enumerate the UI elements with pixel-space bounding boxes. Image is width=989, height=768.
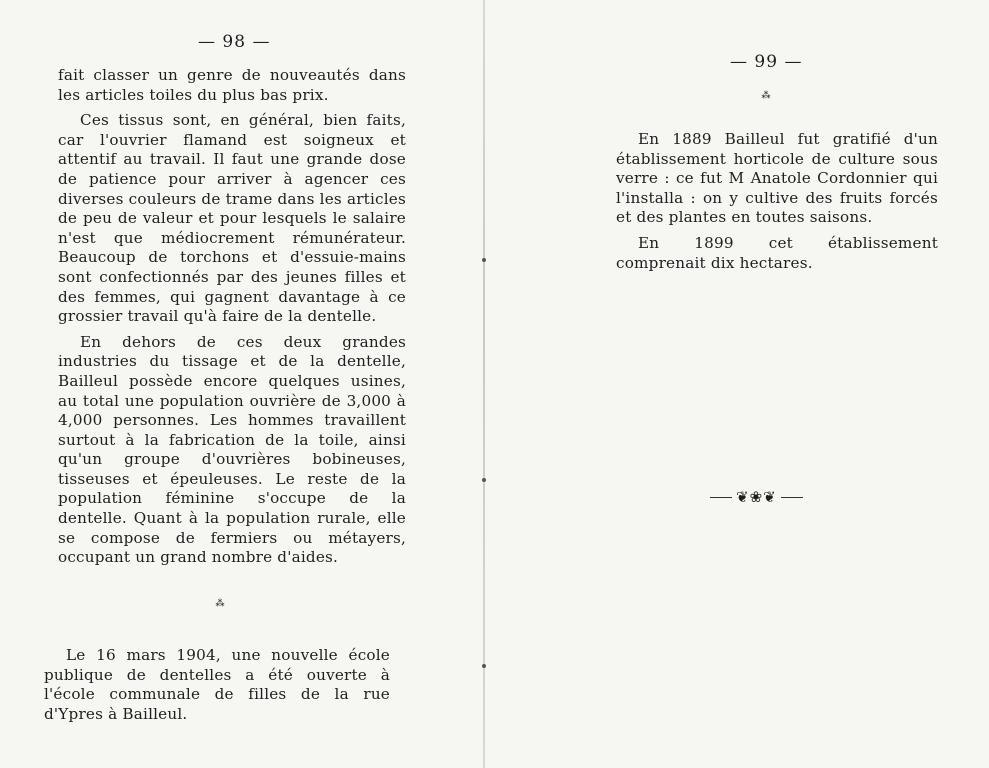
paragraph-5: En 1889 Bailleul fut gratifié d'un établissement horticole de culture sous verre : ce fut M Anatole Cordonnier qui l'installa : on y cultive des fruits forcés et des plantes en toutes saisons. (616, 130, 938, 227)
paragraph-2: Ces tissus sont, en général, bien faits, car l'ouvrier flamand est soigneux et attentif au travail. Il faut une grande dose de patience pour arriver à agencer ces diverses couleurs de trame dans les articles de peu de valeur et pour lesquels le salaire n'est que médiocrement rémunérateur. Beaucoup de torchons et d'essuie-mains sont confectionnés par des jeunes filles et des femmes, qui gagnent davantage à ce grossier travail qu'à faire de la dentelle. (58, 111, 406, 326)
left-body-text (58, 66, 406, 574)
paragraph-3: En dehors de ces deux grandes industries du tissage et de la dentelle, Bailleul possède encore quelques usines, au total une population ouvrière de 3,000 à 4,000 personnes. Les hommes travaillent surtout à la fabrication de la toile, ainsi qu'un groupe d'ouvrières bobineuses, tisseuses et épeuleuses. Le reste de la population féminine s'occupe de la dentelle. Quant à la population rurale, elle se compose de fermiers ou métayers, occupant un grand nombre d'aides. (58, 332, 406, 567)
paragraph-1: fait classer un genre de nouveautés dans les articles toiles du plus bas prix. (58, 66, 406, 104)
page-number-98: — 98 — (198, 32, 271, 52)
asterism-right: ⁂ (761, 91, 771, 101)
asterism-left: ⁂ (215, 599, 225, 609)
flourish-rule-left (710, 497, 732, 498)
paragraph-4: Le 16 mars 1904, une nouvelle école publique de dentelles a été ouverte à l'école communale de filles de la rue d'Ypres à Bailleul. (44, 646, 390, 723)
right-page (486, 0, 989, 768)
right-body-text (616, 130, 938, 279)
page-gutter (483, 0, 485, 768)
left-final-paragraph-block (44, 646, 390, 730)
left-page (0, 0, 484, 768)
page-number-99: — 99 — (730, 52, 803, 72)
ornament-icon: ❦❀❦ (736, 488, 777, 506)
flourish-rule-right (781, 497, 803, 498)
paragraph-6: En 1899 cet établissement comprenait dix hectares. (616, 233, 938, 272)
ornament-flourish (710, 488, 803, 506)
